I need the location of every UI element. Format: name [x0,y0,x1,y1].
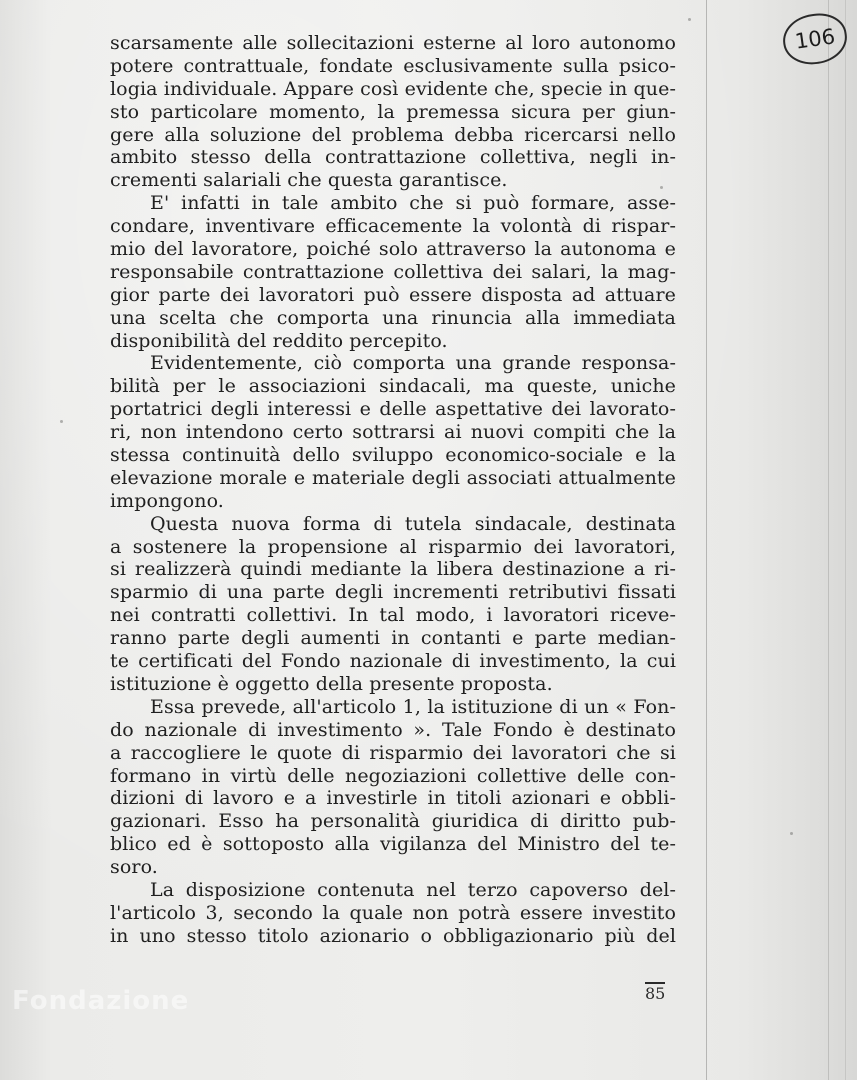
text-line: scarsamente alle sollecitazioni esterne al loro autonomo [110,32,676,54]
text-line: dizioni di lavoro e a investirle in titoli azionari e obbli- [110,787,676,810]
text-line: ambito stesso della contrattazione collettiva, negli in- [110,146,676,169]
text-line: ranno parte degli aumenti in contanti e parte median- [110,627,676,650]
text-line: sparmio di una parte degli incrementi retributivi fissati [110,581,676,604]
text-line: disponibilità del reddito percepito. [110,329,448,352]
text-line: in uno stesso titolo azionario o obbligazionario più del [110,924,676,947]
watermark-stamp: Fondazione [12,986,190,1016]
text-line: crementi salariali che questa garantisce. [110,169,508,192]
text-line: stessa continuità dello sviluppo economico-sociale e la [110,444,676,467]
text-line: elevazione morale e materiale degli associati attualmente [110,466,676,489]
text-line: responsabile contrattazione collettiva dei salari, la mag- [110,260,676,283]
text-line: soro. [110,856,158,879]
text-line: una scelta che comporta una rinuncia alla immediata [110,306,676,329]
text-line: gior parte dei lavoratori può essere disposta ad attuare [110,283,676,306]
text-line: impongono. [110,489,224,512]
scan-speck [790,832,793,835]
text-line: condare, inventivare efficacemente la volontà di rispar- [110,215,676,238]
text-line: te certificati del Fondo nazionale di investimento, la cui [110,650,676,673]
text-line: si realizzerà quindi mediante la libera destinazione a ri- [110,558,676,581]
text-line: blico ed è sottoposto alla vigilanza del Ministro del te- [110,833,676,856]
text-line: sto particolare momento, la premessa sicura per giun- [110,100,676,123]
scan-edge-line [845,0,846,1080]
text-line: istituzione è oggetto della presente proposta. [110,672,553,695]
text-line: potere contrattuale, fondate esclusivamente sulla psico- [110,54,676,77]
handwritten-folio-number: 106 [780,10,850,68]
text-line: Evidentemente, ciò comporta una grande responsa- [150,352,676,375]
text-line: ri, non intendono certo sottrarsi ai nuovi compiti che la [110,421,676,444]
text-line: Essa prevede, all'articolo 1, la istituzione di un « Fon- [150,695,676,718]
text-line: a raccogliere le quote di risparmio dei lavoratori che si [110,741,676,764]
text-line: mio del lavoratore, poiché solo attraverso la autonoma e [110,238,676,261]
text-line: a sostenere la propensione al risparmio dei lavoratori, [110,535,676,558]
text-line: Questa nuova forma di tutela sindacale, destinata [150,512,676,535]
text-line: formano in virtù delle negoziazioni collettive delle con- [110,764,676,787]
page-number: 85 [645,984,666,1003]
scan-speck [688,18,691,21]
text-line: do nazionale di investimento ». Tale Fondo è destinato [110,718,676,741]
text-line: La disposizione contenuta nel terzo capoverso del- [150,878,676,901]
scan-speck [60,420,63,423]
body-text [110,32,676,948]
text-line: E' infatti in tale ambito che si può formare, asse- [150,192,676,215]
text-line: bilità per le associazioni sindacali, ma queste, uniche [110,375,676,398]
text-line: logia individuale. Appare così evidente che, specie in que- [110,77,676,100]
text-line: gere alla soluzione del problema debba ricercarsi nello [110,123,676,146]
text-line: nei contratti collettivi. In tal modo, i lavoratori riceve- [110,604,676,627]
text-line: portatrici degli interessi e delle aspettative dei lavorato- [110,398,676,421]
text-line: gazionari. Esso ha personalità giuridica di diritto pub- [110,810,676,833]
scan-edge-line [706,0,707,1080]
scan-edge-line [828,0,829,1080]
text-line: l'articolo 3, secondo la quale non potrà essere investito [110,901,676,924]
